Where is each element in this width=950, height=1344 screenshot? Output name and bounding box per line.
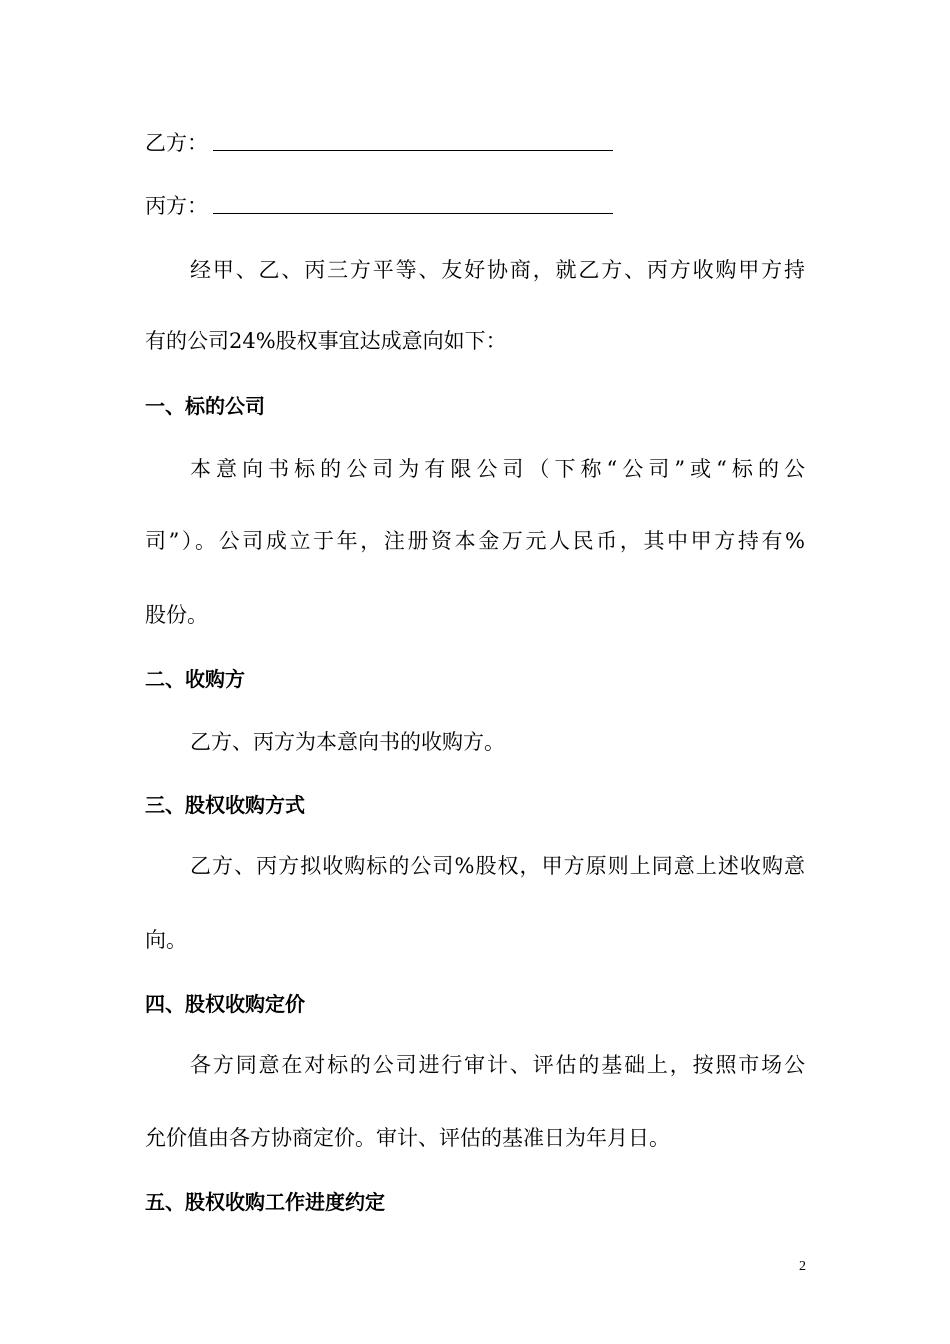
- intro-line-2: 有的公司24%股权事宜达成意向如下：: [145, 329, 507, 353]
- section-heading-target-company: 一、标的公司: [145, 394, 265, 418]
- section-2-line-1: 乙方、丙方为本意向书的收购方。: [190, 730, 505, 754]
- section-heading-progress-agreement: 五、股权收购工作进度约定: [145, 1190, 385, 1214]
- section-4-line-1: 各方同意在对标的公司进行审计、评估的基础上，按照市场公: [190, 1053, 805, 1077]
- section-1-line-3: 股份。: [145, 603, 208, 627]
- section-heading-acquisition-method: 三、股权收购方式: [145, 793, 305, 817]
- page-number: 2: [799, 1259, 806, 1274]
- section-3-line-1: 乙方、丙方拟收购标的公司%股权，甲方原则上同意上述收购意: [190, 854, 805, 878]
- party-b-blank-line: [213, 150, 613, 151]
- section-1-line-1: 本意向书标的公司为有限公司（下称“公司”或“标的公: [190, 457, 805, 481]
- section-1-line-2: 司”）。公司成立于年，注册资本金万元人民币，其中甲方持有%: [145, 529, 805, 553]
- intro-line-1: 经甲、乙、丙三方平等、友好协商，就乙方、丙方收购甲方持: [190, 258, 805, 282]
- section-heading-acquirer: 二、收购方: [145, 667, 245, 691]
- party-b-label: 乙方：: [145, 131, 208, 155]
- party-c-label: 丙方：: [145, 194, 208, 218]
- section-4-line-2: 允价值由各方协商定价。审计、评估的基准日为年月日。: [145, 1126, 670, 1150]
- section-3-line-2: 向。: [145, 928, 187, 952]
- section-heading-acquisition-pricing: 四、股权收购定价: [145, 992, 305, 1016]
- party-c-blank-line: [213, 213, 613, 214]
